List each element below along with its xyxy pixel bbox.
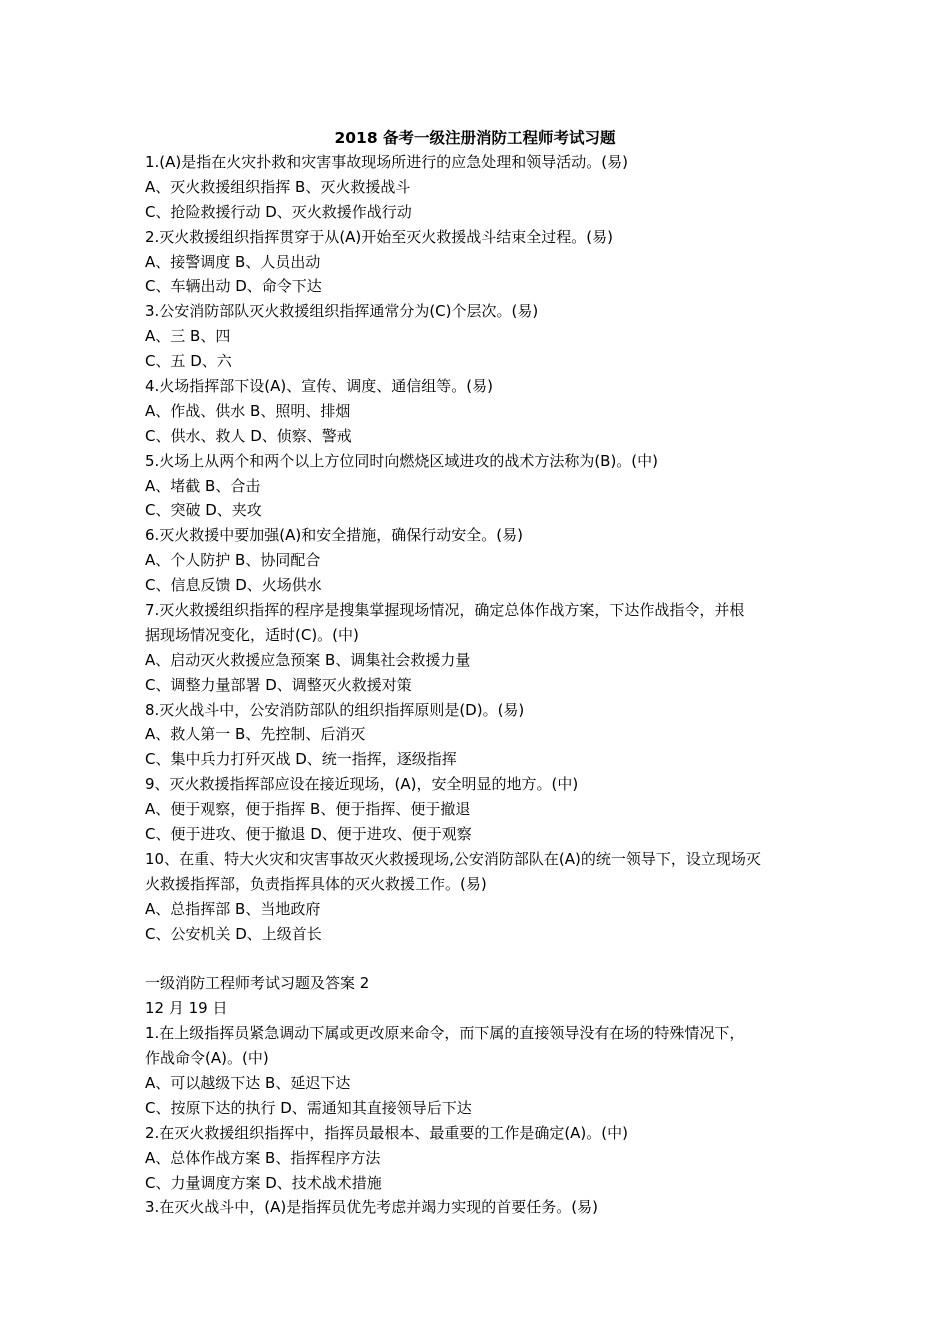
option-line: C、按原下达的执行 D、需通知其直接领导后下达 bbox=[145, 1098, 472, 1117]
question-line: 2.灭火救援组织指挥贯穿于从(A)开始至灭火救援战斗结束全过程。(易) bbox=[145, 227, 613, 246]
question-line: 1.在上级指挥员紧急调动下属或更改原来命令，而下属的直接领导没有在场的特殊情况下， bbox=[145, 1024, 745, 1043]
option-line: C、五 D、六 bbox=[145, 352, 232, 371]
question-line: 8.灭火战斗中，公安消防部队的组织指挥原则是(D)。(易) bbox=[145, 700, 525, 719]
question-line: 6.灭火救援中要加强(A)和安全措施，确保行动安全。(易) bbox=[145, 526, 523, 545]
question-line: 9、灭火救援指挥部应设在接近现场，(A)，安全明显的地方。(中) bbox=[145, 775, 579, 794]
question-line: 1.(A)是指在火灾扑救和灾害事故现场所进行的应急处理和领导活动。(易) bbox=[145, 153, 628, 171]
option-line: A、灭火救援组织指挥 B、灭火救援战斗 bbox=[145, 177, 411, 196]
option-line: C、公安机关 D、上级首长 bbox=[145, 924, 322, 943]
option-line: C、突破 D、夹攻 bbox=[145, 501, 262, 520]
option-line: C、调整力量部署 D、调整灭火救援对策 bbox=[145, 675, 412, 694]
option-line: A、便于观察，便于指挥 B、便于指挥、便于撤退 bbox=[145, 800, 471, 819]
option-line: C、集中兵力打歼灭战 D、统一指挥，逐级指挥 bbox=[145, 750, 457, 769]
document-title: 2018 备考一级注册消防工程师考试习题 bbox=[334, 129, 616, 147]
blank-line bbox=[145, 947, 815, 972]
option-line: A、总体作战方案 B、指挥程序方法 bbox=[145, 1148, 381, 1167]
option-line: A、启动灭火救援应急预案 B、调集社会救援力量 bbox=[145, 650, 471, 669]
option-line: C、供水、救人 D、侦察、警戒 bbox=[145, 426, 352, 445]
option-line: C、力量调度方案 D、技术战术措施 bbox=[145, 1173, 382, 1192]
option-line: A、堵截 B、合击 bbox=[145, 476, 261, 495]
option-line: A、作战、供水 B、照明、排烟 bbox=[145, 401, 351, 420]
option-line: C、信息反馈 D、火场供水 bbox=[145, 576, 322, 595]
option-line: A、可以越级下达 B、延迟下达 bbox=[145, 1073, 351, 1092]
question-line-continued: 据现场情况变化，适时(C)。(中) bbox=[145, 625, 359, 644]
document-body bbox=[145, 150, 815, 1220]
option-line: A、接警调度 B、人员出动 bbox=[145, 252, 321, 271]
section-date: 12 月 19 日 bbox=[145, 999, 228, 1018]
question-line: 3.公安消防部队灭火救援组织指挥通常分为(C)个层次。(易) bbox=[145, 302, 539, 321]
option-line: C、车辆出动 D、命令下达 bbox=[145, 277, 322, 296]
question-line: 7.灭火救援组织指挥的程序是搜集掌握现场情况，确定总体作战方案，下达作战指令，并根 bbox=[145, 601, 745, 620]
option-line: A、救人第一 B、先控制、后消灭 bbox=[145, 725, 366, 744]
option-line: C、抢险救援行动 D、灭火救援作战行动 bbox=[145, 202, 412, 221]
question-line: 4.火场指挥部下设(A)、宣传、调度、通信组等。(易) bbox=[145, 377, 493, 396]
question-line: 10、在重、特大火灾和灾害事故灭火救援现场,公安消防部队在(A)的统一领导下，设立现场灭 bbox=[145, 849, 761, 868]
option-line: A、三 B、四 bbox=[145, 327, 231, 346]
question-line: 5.火场上从两个和两个以上方位同时向燃烧区域进攻的战术方法称为(B)。(中) bbox=[145, 451, 659, 470]
question-line-continued: 火救援指挥部，负责指挥具体的灭火救援工作。(易) bbox=[145, 874, 487, 893]
question-line: 3.在灭火战斗中，(A)是指挥员优先考虑并竭力实现的首要任务。(易) bbox=[145, 1198, 598, 1217]
option-line: C、便于进攻、便于撤退 D、便于进攻、便于观察 bbox=[145, 825, 472, 844]
question-line-continued: 作战命令(A)。(中) bbox=[145, 1049, 269, 1068]
option-line: A、个人防护 B、协同配合 bbox=[145, 551, 321, 570]
option-line: A、总指挥部 B、当地政府 bbox=[145, 899, 321, 918]
section-heading: 一级消防工程师考试习题及答案 2 bbox=[145, 974, 370, 993]
question-line: 2.在灭火救援组织指挥中，指挥员最根本、最重要的工作是确定(A)。(中) bbox=[145, 1123, 628, 1142]
